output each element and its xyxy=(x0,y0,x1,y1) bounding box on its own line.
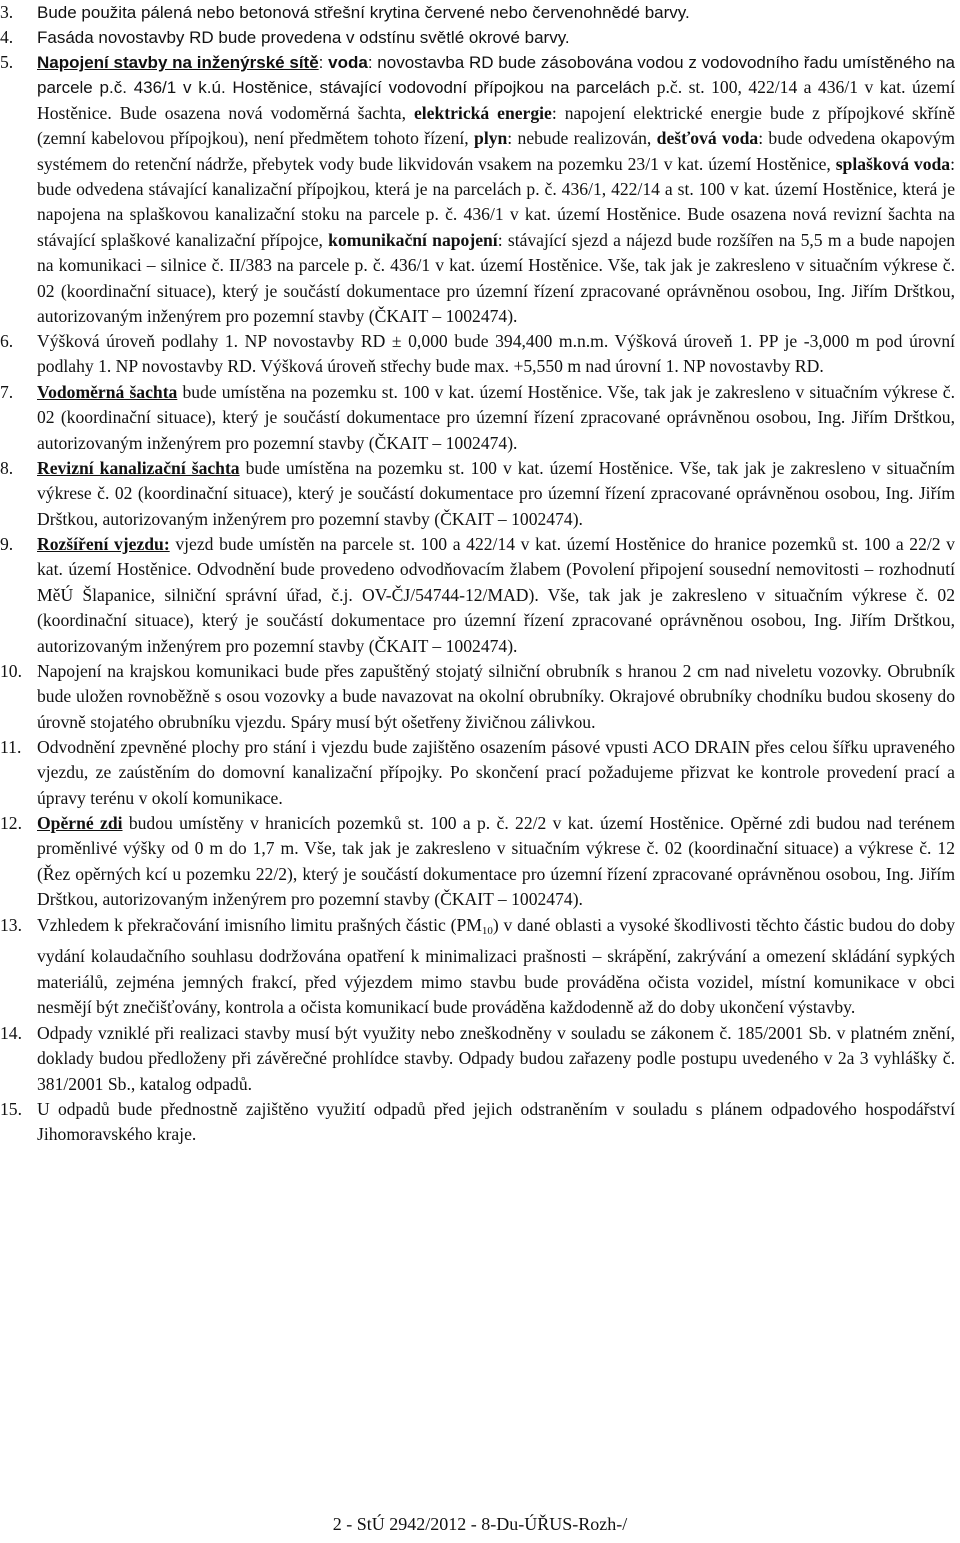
list-number: 8. xyxy=(0,458,14,478)
text-run: Fasáda novostavby RD bude provedena v odstínu světlé okrové barvy. xyxy=(37,28,570,47)
text-run: plyn xyxy=(474,128,508,149)
list-number: 14. xyxy=(0,1023,22,1043)
text-run: ) v dané oblasti a vysoké škodlivosti těchto částic budou do doby vydání kolaudačního souhlasu dodržována opatření k minimalizaci prašnosti – skrápění, zakrývání a omezení skládání sypkých materiálů, zejména jemných frakcí, před výjezdem mimo stavbu bude prováděna očista vozidel, místní komunikace v obci nesmějí být znečišťovány, kontrola a očista komunikací bude prováděna každodenně až do doby ukončení výstavby. xyxy=(37,915,960,1018)
list-item xyxy=(0,811,960,913)
text-run: bude umístěna na pozemku st. 100 v kat. území Hostěnice. Vše, tak jak je zakresleno v situačním výkrese č. 02 (koordinační situace), který je součástí dokumentace pro územní řízení zpracované oprávněnou osobou, Ing. Jiřím Drštkou, autorizovaným inženýrem pro pozemní stavby (ČKAIT – 1002474). xyxy=(37,382,960,453)
page-footer: 2 - StÚ 2942/2012 - 8-Du-ÚŘUS-Rozh-/ xyxy=(332,1514,628,1534)
text-run: Vzhledem k překračování imisního limitu prašných částic (PM xyxy=(37,915,482,935)
text-run: Napojení na krajskou komunikaci bude přes zapuštěný stojatý silniční obrubník s hranou 2 cm nad niveletu vozovky. Obrubník bude uložen rovnoběžně s osou vozovky a bude navazovat na okolní obrubníky. Okrajové obrubníky chodníku budou skoseny do úrovně stojatého obrubníku vjezdu. Spáry musí být ošetřeny živičnou zálivkou. xyxy=(37,661,960,732)
text-run: Výšková úroveň podlahy 1. NP novostavby RD ± 0,000 bude 394,400 m.n.m. Výšková úroveň 1. PP je -3,000 m pod úrovní podlahy 1. NP novostavby RD. Výšková úroveň střechy bude max. +5,550 m nad úrovní 1. NP novostavby RD. xyxy=(37,331,960,377)
text-run: komunikační napojení xyxy=(328,229,498,250)
list-item xyxy=(0,50,960,329)
list-text xyxy=(37,1097,960,1148)
list-text xyxy=(37,1021,960,1097)
list-text xyxy=(37,456,960,532)
list-item xyxy=(0,1021,960,1097)
list-item xyxy=(0,913,960,1021)
text-run: Opěrné zdi xyxy=(37,813,123,833)
text-run: p.č. st. 100, 422/14 a 436/1 v kat. území Hostěnice. Bude osazena nová vodoměrná šachta, xyxy=(37,77,960,123)
list-text xyxy=(37,659,960,735)
text-run: 10 xyxy=(481,925,493,937)
list-text xyxy=(37,380,960,456)
list-text xyxy=(37,25,955,50)
list-number: 15. xyxy=(0,1099,22,1119)
text-run: dešťová voda xyxy=(656,128,759,149)
list-item xyxy=(0,329,960,380)
text-run: : napojení elektrické energie bude z přípojkové skříně (zemní kabelovou přípojkou), není předmětem tohoto řízení, xyxy=(37,102,960,149)
list-number: 3. xyxy=(0,2,14,22)
list-item xyxy=(0,1097,960,1148)
text-run: : xyxy=(318,53,329,72)
list-item xyxy=(0,735,960,811)
list-text xyxy=(37,532,960,659)
text-run: Rozšíření vjezdu: xyxy=(37,534,170,554)
list-item xyxy=(0,380,960,456)
list-item xyxy=(0,532,960,659)
list-text xyxy=(37,913,960,1021)
list-number: 11. xyxy=(0,737,22,757)
list-item xyxy=(0,0,960,25)
list-text xyxy=(37,329,960,380)
text-run: splašková voda xyxy=(835,153,951,174)
list-number: 10. xyxy=(0,661,22,681)
list-item xyxy=(0,456,960,532)
text-run: U odpadů bude přednostně zajištěno využití odpadů před jejich odstraněním v souladu s plánem odpadového hospodářství Jihomoravského kraje. xyxy=(37,1099,960,1145)
list-item xyxy=(0,659,960,735)
text-run: : bude odvedena okapovým systémem do retenční nádrže, přebytek vody bude likvidován vsakem na pozemku 23/1 v kat. území Hostěnice, xyxy=(37,128,960,174)
text-run: Bude použita pálená nebo betonová střešní krytina červené nebo červenohnědé barvy. xyxy=(37,3,690,22)
list-number: 9. xyxy=(0,534,14,554)
list-number: 6. xyxy=(0,331,14,351)
text-run: : novostavba RD bude zásobována vodou z vodovodního řadu umístěného na parcele p.č. 436/1 v k.ú. Hostěnice, stávající vodovodní přípojkou na parcelách xyxy=(37,53,960,98)
text-run: voda xyxy=(328,53,368,72)
text-run: elektrická energie xyxy=(413,102,552,123)
list-number: 13. xyxy=(0,915,22,935)
text-run: Revizní kanalizační šachta xyxy=(37,458,240,478)
list-text xyxy=(37,735,960,811)
list-number: 7. xyxy=(0,382,14,402)
list-number: 4. xyxy=(0,27,14,47)
text-run: budou umístěny v hranicích pozemků st. 100 a p. č. 22/2 v kat. území Hostěnice. Opěrné zdi budou nad terénem proměnlivé výšky od 0 m do 1,7 m. Vše, tak jak je zakresleno v situačním výkrese č. 02 (koordinační situace) a výkrese č. 12 (Řez opěrných kcí u pozemku 22/2), který je součástí dokumentace pro územní řízení zpracované oprávněnou osobou, Ing. Jiřím Drštkou, autorizovaným inženýrem pro pozemní stavby (ČKAIT – 1002474). xyxy=(37,813,960,910)
list-text xyxy=(37,0,955,25)
text-run: : bude odvedena stávající kanalizační přípojkou, která je na parcelách p. č. 436/1, 422/14 a st. 100 v kat. území Hostěnice, která je napojena na splaškovou kanalizační stoku na parcele p. č. 436/1 v kat. území Hostěnice. Bude osazena nová revizní šachta na stávající splaškové kanalizační přípojce, xyxy=(37,153,960,250)
text-run: Odvodnění zpevněné plochy pro stání i vjezdu bude zajištěno osazením pásové vpusti ACO DRAIN přes celou šířku upraveného vjezdu, ze zaústěním do domovní kanalizační přípojky. Po skončení prací požadujeme přizvat ke kontrole provedení prací a úpravy terénu v okolí komunikace. xyxy=(37,737,960,808)
text-run: : stávající sjezd a nájezd bude rozšířen na 5,5 m a bude napojen na komunikaci – silnice č. II/383 na parcele p. č. 436/1 v kat. území Hostěnice. Vše, tak jak je zakresleno v situačním výkrese č. 02 (koordinační situace), který je součástí dokumentace pro územní řízení zpracované oprávněnou osobou, Ing. Jiřím Drštkou, autorizovaným inženýrem pro pozemní stavby (ČKAIT – 1002474). xyxy=(37,229,960,327)
text-run: bude umístěna na pozemku st. 100 v kat. území Hostěnice. Vše, tak jak je zakresleno v situačním výkrese č. 02 (koordinační situace), který je součástí dokumentace pro územní řízení zpracované oprávněnou osobou, Ing. Jiřím Drštkou, autorizovaným inženýrem pro pozemní stavby (ČKAIT – 1002474). xyxy=(37,458,960,529)
list-text xyxy=(37,811,960,913)
text-run: Napojení stavby na inženýrské sítě xyxy=(37,53,319,72)
list-item xyxy=(0,25,960,50)
text-run: vjezd bude umístěn na parcele st. 100 a 422/14 v kat. území Hostěnice do hranice pozemků st. 100 a 22/2 v kat. území Hostěnice. Odvodnění bude provedeno odvodňovacím žlabem (Povolení připojení sousední nemovitosti – rozhodnutí MěÚ Šlapanice, silniční správní úřad, č.j. OV-ČJ/54744-12/MAD). Vše, tak jak je zakresleno v situačním výkrese č. 02 (koordinační situace), který je součástí dokumentace pro územní řízení zpracované oprávněnou osobou, Ing. Jiřím Drštkou, autorizovaným inženýrem pro pozemní stavby (ČKAIT – 1002474). xyxy=(37,534,960,656)
list-number: 12. xyxy=(0,813,22,833)
list-number: 5. xyxy=(0,52,14,72)
text-run: Odpady vzniklé při realizaci stavby musí být využity nebo zneškodněny v souladu se zákonem č. 185/2001 Sb. v platném znění, doklady budou předloženy při závěrečné prohlídce stavby. Odpady budou zařazeny podle postupu uvedeného v 2a 3 vyhlášky č. 381/2001 Sb., katalog odpadů. xyxy=(37,1023,960,1094)
text-run: Vodoměrná šachta xyxy=(37,382,178,402)
list-text xyxy=(37,50,960,329)
text-run: : nebude realizován, xyxy=(507,128,657,149)
